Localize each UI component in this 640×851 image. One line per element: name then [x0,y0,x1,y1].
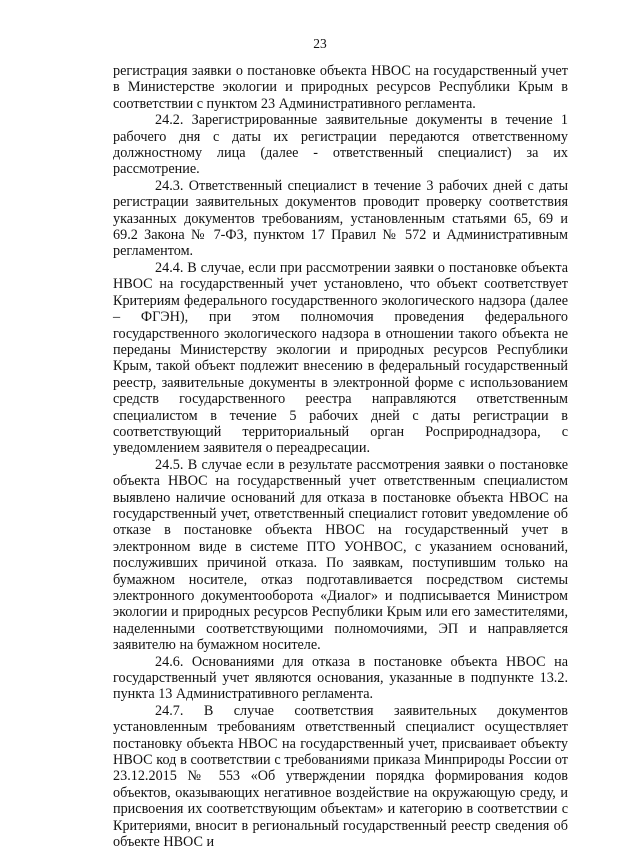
paragraph-continuation: регистрация заявки о постановке объекта НВОС на государственный учет в Министерстве экологии и природных ресурсов Республики Крым в соответствии с пунктом 23 Административного регламента. [113,63,568,112]
paragraph-24-3: 24.3. Ответственный специалист в течение 3 рабочих дней с даты регистрации заявительных документов проводит проверку соответствия указанных документов требованиям, установленным статьями 65, 69 и 69.2 Закона № 7-ФЗ, пунктом 17 Правил № 572 и Административным регламентом. [113,177,568,260]
document-body [113,63,568,851]
paragraph-24-2: 24.2. Зарегистрированные заявительные документы в течение 1 рабочего дня с даты их регистрации передаются ответственному должностному лица (далее - ответственный специалист) за их рассмотрение. [113,112,568,178]
paragraph-24-4: 24.4. В случае, если при рассмотрении заявки о постановке объекта НВОС на государственный учет установлено, что объект соответствует Критериям федерального государственного экологического надзора (далее – ФГЭН), при этом полномочия проведения федерального государственного экологического надзора в отношении такого объекта не переданы Министерству экологии и природных ресурсов Республики Крым, такой объект подлежит внесению в федеральный государственный реестр, заявительные документы в электронной форме с использованием средств государственного реестра направляются ответственным специалистом в течение 5 рабочих дней с даты регистрации в соответствующий территориальный орган Росприроднадзора, с уведомлением заявителя о переадресации. [113,259,568,457]
page-number: 23 [313,36,327,51]
paragraph-24-5: 24.5. В случае если в результате рассмотрения заявки о постановке объекта НВОС на государственный учет ответственным специалистом выявлено наличие оснований для отказа в постановке объекта НВОС на государственный учет, ответственный специалист готовит уведомление об отказе в постановке объекта НВОС на государственный учет в электронном виде в системе ПТО УОНВОС, с указанием оснований, послуживших причиной отказа. По заявкам, поступившим только на бумажном носителе, отказ подготавливается посредством системы электронного документооборота «Диалог» и подписывается Министром экологии и природных ресурсов Республики Крым или его заместителями, наделенными соответствующими полномочиями, ЭП и направляется заявителю на бумажном носителе. [113,456,568,654]
paragraph-24-6: 24.6. Основаниями для отказа в постановке объекта НВОС на государственный учет являются основания, указанные в подпункте 13.2. пункта 13 Административного регламента. [113,653,568,703]
paragraph-24-7: 24.7. В случае соответствия заявительных документов установленным требованиям ответственный специалист осуществляет постановку объекта НВОС на государственный учет, присваивает объекту НВОС код в соответствии с требованиями приказа Минприроды России от 23.12.2015 № 553 «Об утверждении порядка формирования кодов объектов, оказывающих негативное воздействие на окружающую среду, и присвоения их соответствующим объектам» и категорию в соответствии с Критериями, вносит в региональный государственный реестр сведения об объекте НВОС и [113,702,568,851]
